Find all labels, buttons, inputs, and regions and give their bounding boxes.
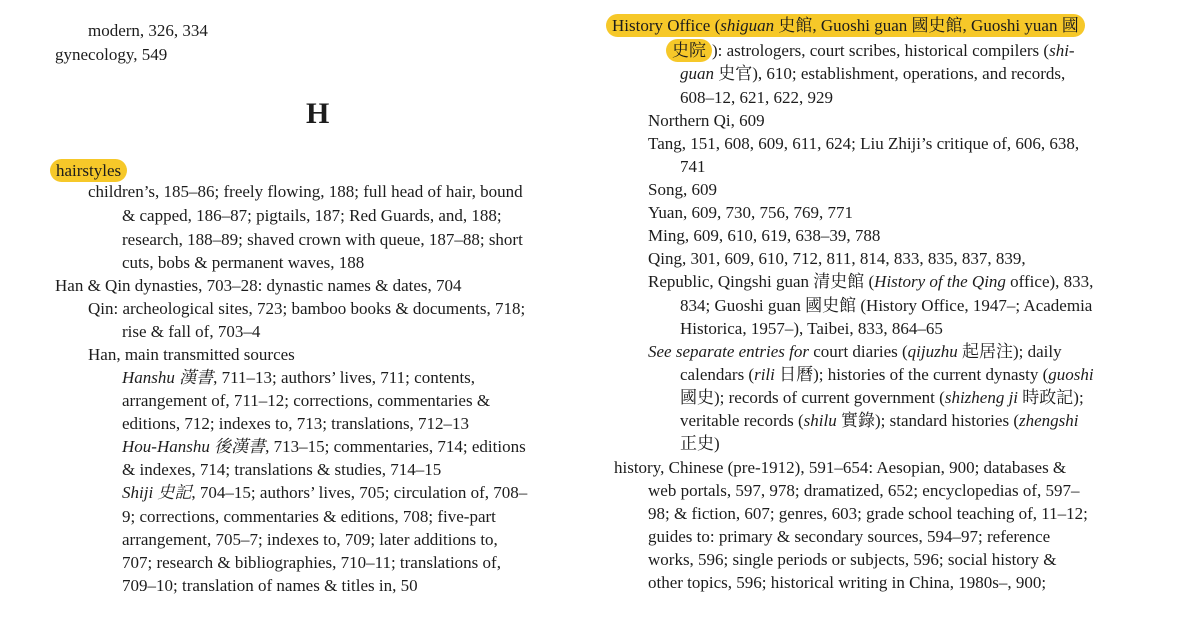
highlighted-entry-history-office <box>606 15 1085 37</box>
index-continuation: 98; & fiction, 607; genres, 603; grade school teaching of, 11–12; <box>648 504 1088 523</box>
index-subentry: Qin: archeological sites, 723; bamboo books & documents, 718; <box>88 299 526 318</box>
index-continuation: 709–10; translation of names & titles in, 50 <box>122 576 418 595</box>
index-continuation: arrangement, 705–7; indexes to, 709; later additions to, <box>122 530 498 549</box>
highlight-history-office: History Office (shiguan 史館, Guoshi guan 國史館, Guoshi yuan 國 <box>606 14 1085 37</box>
index-subentry: Qing, 301, 609, 610, 712, 811, 814, 833, 835, 837, 839, <box>648 249 1026 268</box>
index-continuation: Historica, 1957–), Taibei, 833, 864–65 <box>680 319 943 338</box>
index-continuation: research, 188–89; shaved crown with queue, 187–88; short <box>122 230 523 249</box>
index-continuation: veritable records (shilu 實錄); standard histories (zhengshi <box>680 411 1079 430</box>
index-subentry: Yuan, 609, 730, 756, 769, 771 <box>648 203 853 222</box>
index-entry: history, Chinese (pre-1912), 591–654: Aesopian, 900; databases & <box>614 458 1067 477</box>
index-subentry: Republic, Qingshi guan 清史館 (History of the Qing office), 833, <box>648 272 1094 291</box>
index-continuation: calendars (rili 日曆); histories of the current dynasty (guoshi <box>680 365 1094 384</box>
index-continuation: 834; Guoshi guan 國史館 (History Office, 1947–; Academia <box>680 296 1093 315</box>
index-subentry: children’s, 185–86; freely flowing, 188; full head of hair, bound <box>88 182 523 201</box>
index-subentry: Ming, 609, 610, 619, 638–39, 788 <box>648 226 881 245</box>
index-continuation: editions, 712; indexes to, 713; translations, 712–13 <box>122 414 470 433</box>
index-continuation: 正史) <box>680 434 720 453</box>
index-subsubentry: Hou-Hanshu 後漢書, 713–15; commentaries, 714; editions <box>122 437 526 456</box>
index-continuation: & indexes, 714; translations & studies, 714–15 <box>122 460 442 479</box>
index-continuation: rise & fall of, 703–4 <box>122 322 261 341</box>
index-continuation: guan 史官), 610; establishment, operations, and records, <box>680 64 1066 83</box>
index-subentry: Song, 609 <box>648 180 717 199</box>
see-also-entry: See separate entries for court diaries (qijuzhu 起居注); daily <box>648 342 1062 361</box>
index-continuation: web portals, 597, 978; dramatized, 652; encyclopedias of, 597– <box>648 481 1080 500</box>
index-continuation: 9; corrections, commentaries & editions, 708; five-part <box>122 507 496 526</box>
index-subentry: modern, 326, 334 <box>88 21 208 40</box>
index-continuation: & capped, 186–87; pigtails, 187; Red Guards, and, 188; <box>122 206 502 225</box>
highlighted-entry-hairstyles <box>50 160 127 182</box>
index-continuation: 707; research & bibliographies, 710–11; translations of, <box>122 553 501 572</box>
index-entry: Han & Qin dynasties, 703–28: dynastic names & dates, 704 <box>55 276 462 295</box>
index-subentry: Northern Qi, 609 <box>648 111 765 130</box>
index-subentry: Tang, 151, 608, 609, 611, 624; Liu Zhiji’s critique of, 606, 638, <box>648 134 1080 153</box>
index-continuation: 國史); records of current government (shizheng ji 時政記); <box>680 388 1084 407</box>
index-continuation: arrangement of, 711–12; corrections, commentaries & <box>122 391 491 410</box>
index-entry: gynecology, 549 <box>55 45 168 64</box>
section-letter-heading: H <box>306 97 330 130</box>
index-continuation: guides to: primary & secondary sources, 594–97; reference <box>648 527 1051 546</box>
index-continuation: cuts, bobs & permanent waves, 188 <box>122 253 365 272</box>
index-subsubentry: Shiji 史記, 704–15; authors’ lives, 705; circulation of, 708– <box>122 483 528 502</box>
index-continuation: 608–12, 621, 622, 929 <box>680 88 833 107</box>
index-continuation: works, 596; single periods or subjects, 596; social history & <box>648 550 1057 569</box>
index-subsubentry: Hanshu 漢書, 711–13; authors’ lives, 711; contents, <box>122 368 476 387</box>
highlight-hairstyles: hairstyles <box>50 159 127 182</box>
index-subentry: Han, main transmitted sources <box>88 345 295 364</box>
index-continuation: other topics, 596; historical writing in China, 1980s–, 900; <box>648 573 1047 592</box>
index-continuation: 史院 ): astrologers, court scribes, historical compilers (shi- <box>666 40 1075 62</box>
index-continuation: 741 <box>680 157 706 176</box>
